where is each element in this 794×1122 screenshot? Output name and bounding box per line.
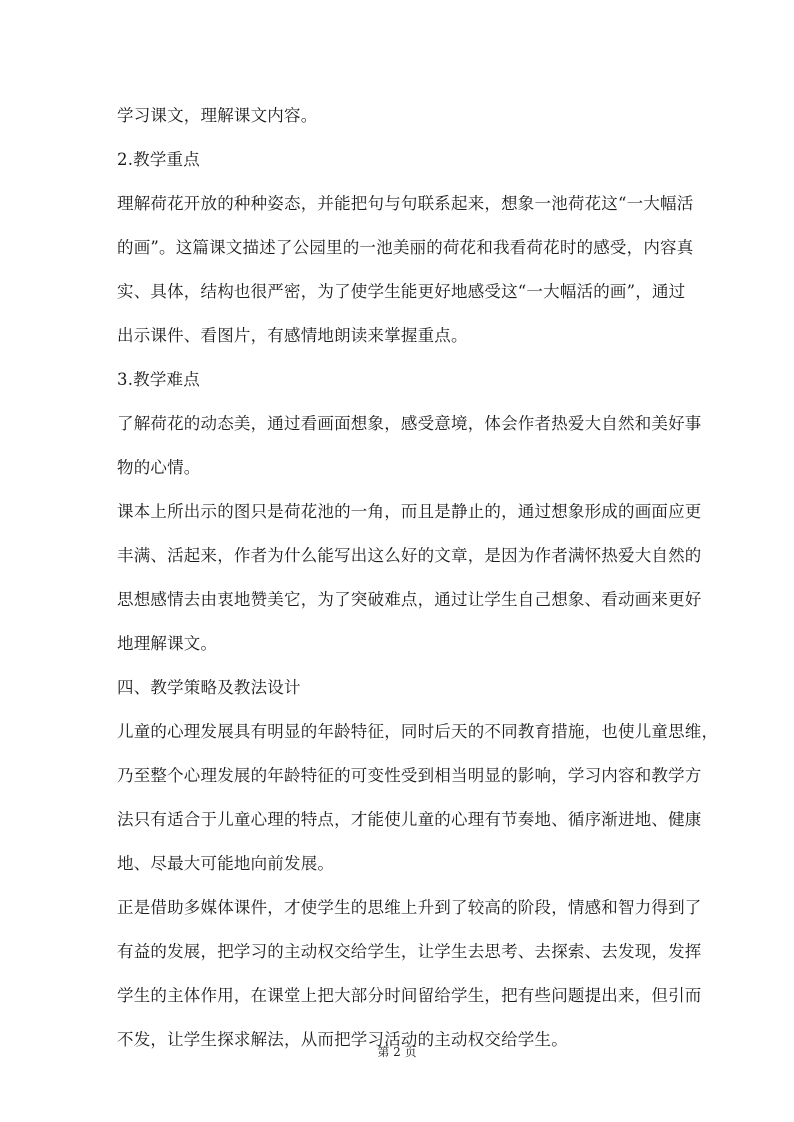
- text-line: 思想感情去由衷地赞美它，为了突破难点，通过让学生自己想象、看动画来更好: [117, 590, 702, 609]
- text-line: 丰满、活起来，作者为什么能写出这么好的文章，是因为作者满怀热爱大自然的: [117, 546, 702, 565]
- text-line: 学生的主体作用，在课堂上把大部分时间留给学生，把有些问题提出来，但引而: [117, 986, 702, 1005]
- text-line: 学习课文，理解课文内容。: [117, 106, 318, 125]
- text-line: 地、尽最大可能地向前发展。: [117, 854, 335, 873]
- text-line: 法只有适合于儿童心理的特点，才能使儿童的心理有节奏地、循序渐进地、健康: [117, 810, 702, 829]
- text-line: 儿童的心理发展具有明显的年龄特征，同时后天的不同教育措施，也使儿童思维，: [117, 722, 719, 741]
- text-line: 的画”。这篇课文描述了公园里的一池美丽的荷花和我看荷花时的感受，内容真: [117, 238, 694, 257]
- text-line: 乃至整个心理发展的年龄特征的可变性受到相当明显的影响，学习内容和教学方: [117, 766, 702, 785]
- text-line: 不发，让学生探求解法，从而把学习活动的主动权交给学生。: [117, 1030, 568, 1049]
- text-line: 课本上所出示的图只是荷花池的一角，而且是静止的，通过想象形成的画面应更: [117, 502, 702, 521]
- text-line: 地理解课文。: [117, 634, 218, 653]
- document-body: [117, 100, 719, 1056]
- text-line: 出示课件、看图片，有感情地朗读来掌握重点。: [117, 326, 468, 345]
- text-line: 有益的发展，把学习的主动权交给学生，让学生去思考、去探索、去发现，发挥: [117, 942, 702, 961]
- page-number: 第 2 页: [377, 1045, 417, 1059]
- text-line: 了解荷花的动态美，通过看画面想象，感受意境，体会作者热爱大自然和美好事: [117, 414, 702, 433]
- text-line: 正是借助多媒体课件，才使学生的思维上升到了较高的阶段，情感和智力得到了: [117, 898, 702, 917]
- section-heading: 四、教学策略及教法设计: [117, 678, 301, 697]
- text-line: 实、具体，结构也很严密，为了使学生能更好地感受这“一大幅活的画”，通过: [117, 282, 686, 301]
- section-heading: 3.教学难点: [117, 370, 200, 389]
- text-line: 理解荷花开放的种种姿态，并能把句与句联系起来，想象一池荷花这“一大幅活: [117, 194, 694, 213]
- text-line: 物的心情。: [117, 458, 201, 477]
- section-heading: 2.教学重点: [117, 150, 200, 169]
